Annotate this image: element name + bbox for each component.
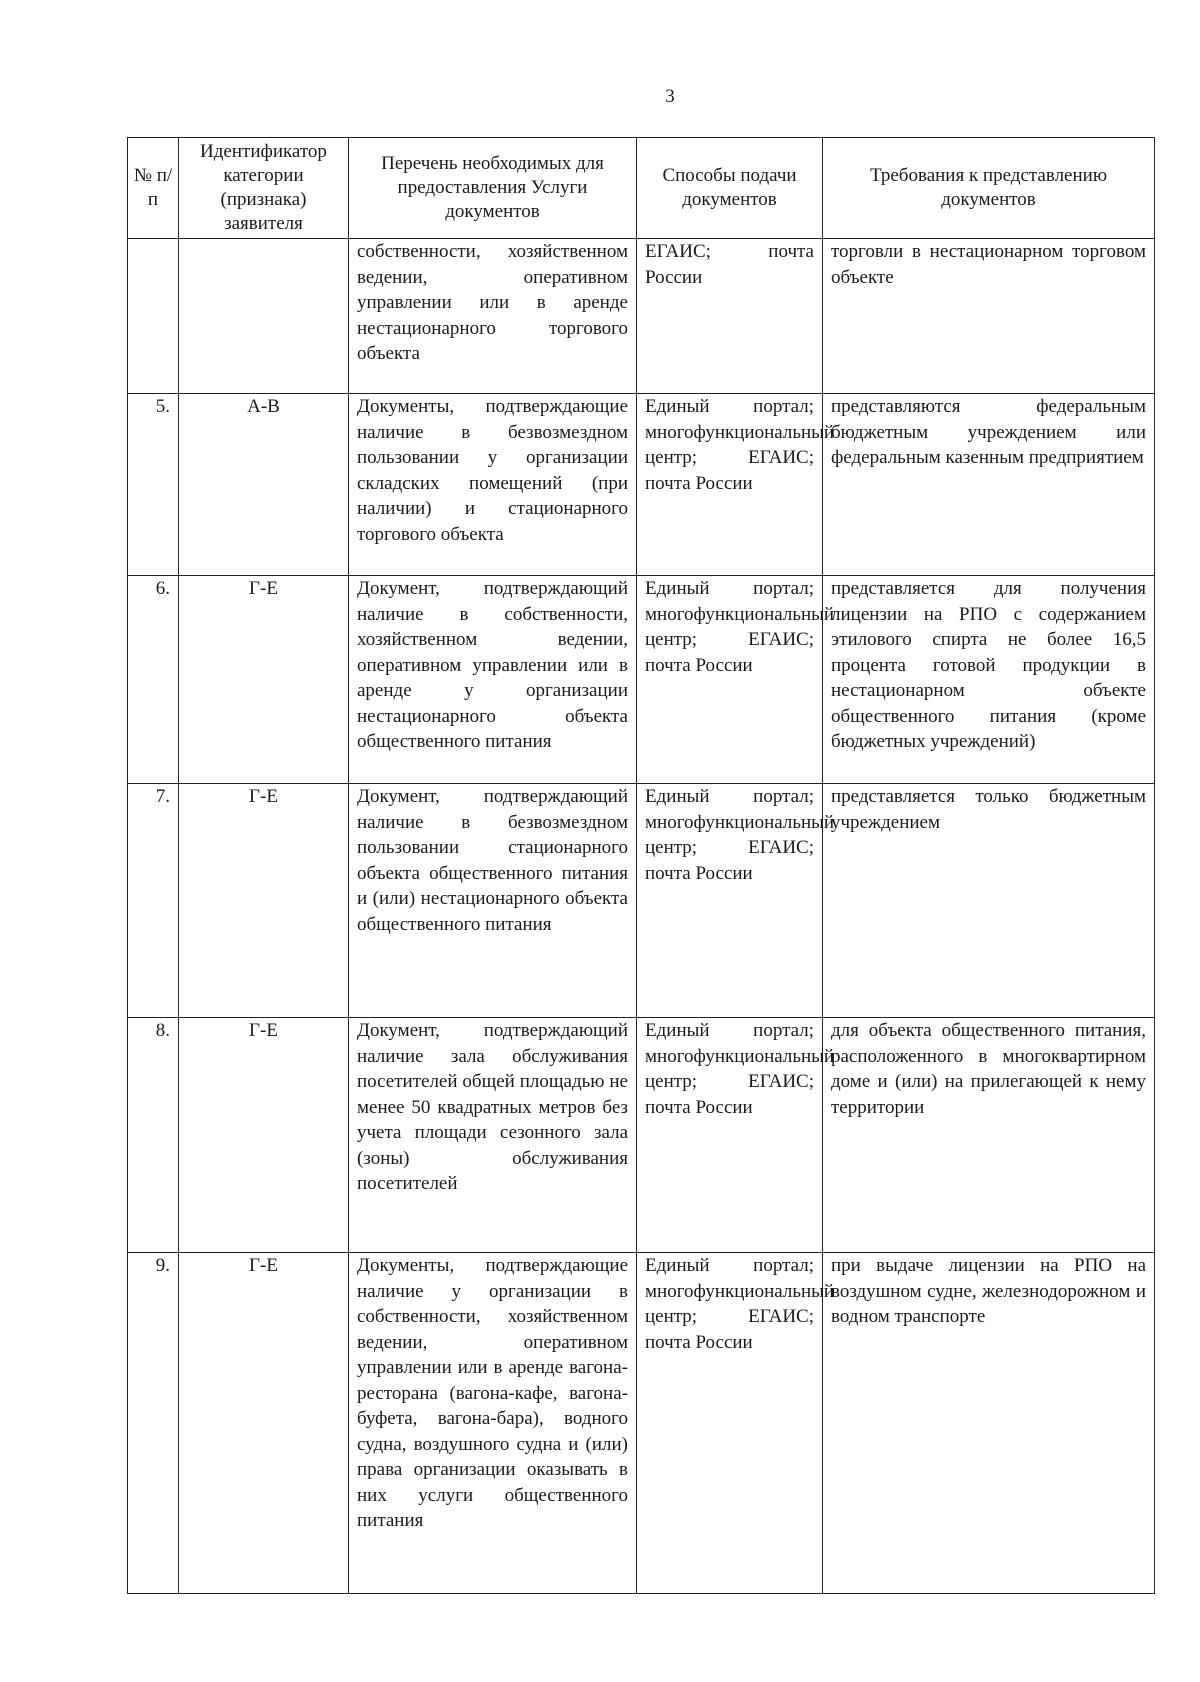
row-documents: Документы, подтверждающие наличие в безвозмездном пользовании у организации складских помещений (при наличии) и стационарного торгового объекта [349, 394, 637, 576]
row-documents: Документ, подтверждающий наличие зала обслуживания посетителей общей площадью не менее 50 квадратных метров без учета площади сезонного зала (зоны) обслуживания посетителей [349, 1018, 637, 1253]
row-number: 9. [128, 1253, 179, 1594]
row-requirements: представляется только бюджетным учреждением [823, 784, 1155, 1018]
header-documents: Перечень необходимых для предоставления Услуги документов [349, 138, 637, 239]
row-methods: Единый портал; многофункциональный центр; ЕГАИС; почта России [637, 1018, 823, 1253]
row-documents: собственности, хозяйственном ведении, оперативном управлении или в аренде нестационарного торгового объекта [349, 239, 637, 394]
row-requirements: представляются федеральным бюджетным учреждением или федеральным казенным предприятием [823, 394, 1155, 576]
row-number: 6. [128, 576, 179, 784]
row-number: 5. [128, 394, 179, 576]
page-number: 3 [665, 86, 675, 107]
row-requirements: торговли в нестационарном торговом объекте [823, 239, 1155, 394]
row-category: Г-Е [179, 576, 349, 784]
row-methods: Единый портал; многофункциональный центр; ЕГАИС; почта России [637, 1253, 823, 1594]
table-row [128, 239, 1155, 394]
row-category: Г-Е [179, 1018, 349, 1253]
table-row [128, 576, 1155, 784]
row-requirements: представляется для получения лицензии на РПО с содержанием этилового спирта не более 16,5 процента готовой продукции в нестационарном объекте общественного питания (кроме бюджетных учреждений) [823, 576, 1155, 784]
row-methods: Единый портал; многофункциональный центр; ЕГАИС; почта России [637, 576, 823, 784]
row-requirements: при выдаче лицензии на РПО на воздушном судне, железнодорожном и водном транспорте [823, 1253, 1155, 1594]
table-row [128, 394, 1155, 576]
row-number: 7. [128, 784, 179, 1018]
requirements-table [127, 137, 1155, 1594]
row-number: 8. [128, 1018, 179, 1253]
table-row [128, 1253, 1155, 1594]
table-header-row [128, 138, 1155, 239]
row-category: Г-Е [179, 784, 349, 1018]
row-documents: Документ, подтверждающий наличие в безвозмездном пользовании стационарного объекта общественного питания и (или) нестационарного объекта общественного питания [349, 784, 637, 1018]
row-category: Г-Е [179, 1253, 349, 1594]
table-row [128, 784, 1155, 1018]
header-requirements: Требования к представлению документов [823, 138, 1155, 239]
row-category [179, 239, 349, 394]
row-category: А-В [179, 394, 349, 576]
row-documents: Документ, подтверждающий наличие в собственности, хозяйственном ведении, оперативном управлении или в аренде у организации нестационарного объекта общественного питания [349, 576, 637, 784]
row-number [128, 239, 179, 394]
row-methods: Единый портал; многофункциональный центр; ЕГАИС; почта России [637, 394, 823, 576]
header-number: № п/п [128, 138, 179, 239]
row-methods: Единый портал; многофункциональный центр; ЕГАИС; почта России [637, 784, 823, 1018]
row-requirements: для объекта общественного питания, расположенного в многоквартирном доме и (или) на прилегающей к нему территории [823, 1018, 1155, 1253]
table-row [128, 1018, 1155, 1253]
row-methods: ЕГАИС; почта России [637, 239, 823, 394]
row-documents: Документы, подтверждающие наличие у организации в собственности, хозяйственном ведении, оперативном управлении или в аренде вагона-ресторана (вагона-кафе, вагона-буфета, вагона-бара), водного судна, воздушного судна и (или) права организации оказывать в них услуги общественного питания [349, 1253, 637, 1594]
header-category: Идентификатор категории (признака) заявителя [179, 138, 349, 239]
header-methods: Способы подачи документов [637, 138, 823, 239]
